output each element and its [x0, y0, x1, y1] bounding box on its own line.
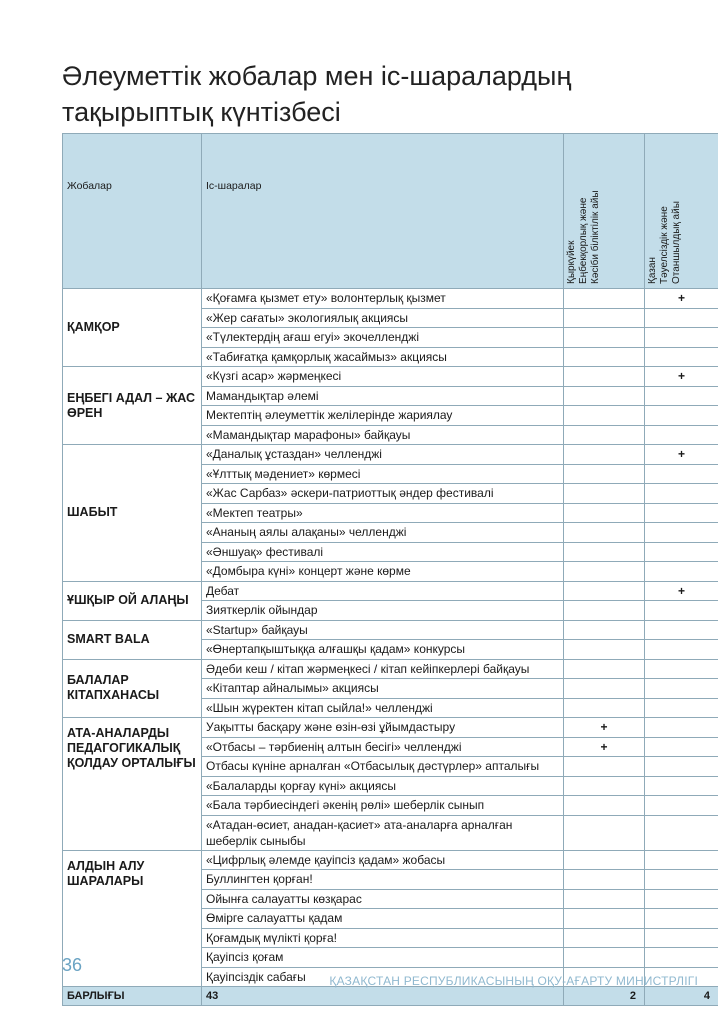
- activity-cell: «Бала тәрбиесіндегі әкенің рөлі» шеберлік сынып: [202, 796, 564, 816]
- september-mark: [564, 503, 645, 523]
- project-name: АТА-АНАЛАРДЫ ПЕДАГОГИКАЛЫҚ ҚОЛДАУ ОРТАЛЫҒЫ: [63, 718, 202, 851]
- activity-cell: Дебат: [202, 581, 564, 601]
- table-row: [63, 367, 718, 387]
- october-mark: [645, 718, 718, 738]
- october-mark: [645, 948, 718, 968]
- activity-cell: Мектептің әлеуметтік желілерінде жариялау: [202, 406, 564, 426]
- activity-cell: «Ананың аялы алақаны» челленджі: [202, 523, 564, 543]
- october-mark: [645, 870, 718, 890]
- september-mark: [564, 581, 645, 601]
- activity-cell: «Қоғамға қызмет ету» волонтерлық қызмет: [202, 289, 564, 309]
- activity-cell: «Өнертапқыштыққа алғашқы қадам» конкурсы: [202, 640, 564, 660]
- activity-cell: «Жер сағаты» экологиялық акциясы: [202, 308, 564, 328]
- header-october-line3: Отаншылдық айы: [671, 201, 682, 284]
- october-mark: [645, 815, 718, 850]
- september-mark: [564, 484, 645, 504]
- table-row: [63, 445, 718, 465]
- totals-row: [63, 987, 718, 1006]
- table-row: [63, 289, 718, 309]
- september-mark: [564, 796, 645, 816]
- activity-cell: «Startup» байқауы: [202, 620, 564, 640]
- activity-cell: «Мектеп театры»: [202, 503, 564, 523]
- october-mark: [645, 796, 718, 816]
- project-name: ҰШҚЫР ОЙ АЛАҢЫ: [63, 581, 202, 620]
- page-title-line1: Әлеуметтік жобалар мен іс-шаралардың: [62, 61, 572, 91]
- project-name: БАЛАЛАР КІТАПХАНАСЫ: [63, 659, 202, 718]
- september-mark: [564, 464, 645, 484]
- october-mark: [645, 542, 718, 562]
- activity-cell: Өмірге салауатты қадам: [202, 909, 564, 929]
- activity-cell: «Мамандықтар марафоны» байқауы: [202, 425, 564, 445]
- september-mark: [564, 776, 645, 796]
- table-row: [63, 581, 718, 601]
- september-mark: [564, 562, 645, 582]
- header-october-line1: Қазан: [647, 257, 658, 284]
- october-mark: [645, 601, 718, 621]
- activity-cell: «Отбасы – тәрбиенің алтын бесігі» челленджі: [202, 737, 564, 757]
- september-mark: [564, 698, 645, 718]
- september-mark: [564, 328, 645, 348]
- activity-cell: «Күзгі асар» жәрмеңкесі: [202, 367, 564, 387]
- project-name: SMART BALA: [63, 620, 202, 659]
- september-mark: [564, 367, 645, 387]
- header-projects: Жобалар: [63, 134, 202, 289]
- activity-cell: «Ұлттық мәдениет» көрмесі: [202, 464, 564, 484]
- september-mark: [564, 308, 645, 328]
- october-mark: [645, 640, 718, 660]
- project-name: ҚАМҚОР: [63, 289, 202, 367]
- october-mark: +: [645, 581, 718, 601]
- october-mark: [645, 308, 718, 328]
- october-mark: [645, 928, 718, 948]
- october-mark: [645, 523, 718, 543]
- september-mark: [564, 601, 645, 621]
- september-mark: [564, 757, 645, 777]
- table-row: [63, 850, 718, 870]
- page-title-line2: тақырыптық күнтізбесі: [62, 97, 341, 127]
- activity-cell: «Әншуақ» фестивалі: [202, 542, 564, 562]
- october-mark: [645, 464, 718, 484]
- september-mark: [564, 870, 645, 890]
- table-body: [63, 289, 718, 987]
- september-mark: [564, 386, 645, 406]
- calendar-table: [62, 133, 718, 1006]
- october-mark: [645, 776, 718, 796]
- header-activities: Іс-шаралар: [202, 134, 564, 289]
- october-mark: +: [645, 289, 718, 309]
- september-mark: [564, 523, 645, 543]
- september-mark: [564, 542, 645, 562]
- activity-cell: Қоғамдық мүлікті қорға!: [202, 928, 564, 948]
- header-september-line2: Еңбекқорлық және: [578, 197, 589, 284]
- september-mark: [564, 889, 645, 909]
- october-mark: [645, 503, 718, 523]
- september-mark: [564, 445, 645, 465]
- activity-cell: «Жас Сарбаз» әскери-патриоттық әндер фестивалі: [202, 484, 564, 504]
- table-row: [63, 620, 718, 640]
- activity-cell: «Табиғатқа қамқорлық жасаймыз» акциясы: [202, 347, 564, 367]
- activity-cell: Уақытты басқару және өзін-өзі ұйымдастыру: [202, 718, 564, 738]
- totals-september: 2: [564, 987, 645, 1006]
- header-september-line1: Қыркүйек: [566, 240, 577, 284]
- september-mark: [564, 620, 645, 640]
- october-mark: +: [645, 367, 718, 387]
- activity-cell: Қауіпсіз қоғам: [202, 948, 564, 968]
- activity-cell: «Цифрлық әлемде қауіпсіз қадам» жобасы: [202, 850, 564, 870]
- activity-cell: Отбасы күніне арналған «Отбасылық дәстүрлер» апталығы: [202, 757, 564, 777]
- october-mark: [645, 406, 718, 426]
- september-mark: [564, 347, 645, 367]
- activity-cell: «Домбыра күні» концерт және көрме: [202, 562, 564, 582]
- activity-cell: «Шын жүректен кітап сыйла!» челленджі: [202, 698, 564, 718]
- header-september-line3: Кәсіби біліктілік айы: [590, 190, 601, 284]
- october-mark: [645, 484, 718, 504]
- september-mark: [564, 640, 645, 660]
- activity-cell: Қауіпсіздік сабағы: [202, 967, 564, 987]
- september-mark: [564, 289, 645, 309]
- activity-cell: «Атадан-өсиет, анадан-қасиет» ата-аналарға арналған шеберлік сыныбы: [202, 815, 564, 850]
- october-mark: [645, 737, 718, 757]
- october-mark: [645, 757, 718, 777]
- september-mark: [564, 948, 645, 968]
- october-mark: [645, 562, 718, 582]
- october-mark: [645, 889, 718, 909]
- table-row: [63, 718, 718, 738]
- footer-ministry: ҚАЗАҚСТАН РЕСПУБЛИКАСЫНЫҢ ОҚУ-АҒАРТУ МИНИСТРЛІГІ: [329, 974, 698, 988]
- october-mark: [645, 328, 718, 348]
- october-mark: [645, 620, 718, 640]
- october-mark: [645, 659, 718, 679]
- totals-activities: 43: [202, 987, 564, 1006]
- october-mark: +: [645, 445, 718, 465]
- activity-cell: «Кітаптар айналымы» акциясы: [202, 679, 564, 699]
- activity-cell: Зияткерлік ойындар: [202, 601, 564, 621]
- activity-cell: Мамандықтар әлемі: [202, 386, 564, 406]
- page-number: 36: [62, 955, 83, 975]
- october-mark: [645, 425, 718, 445]
- october-mark: [645, 909, 718, 929]
- totals-october: 4: [645, 987, 718, 1006]
- header-october-line2: Тәуелсіздік және: [659, 206, 670, 284]
- september-mark: [564, 850, 645, 870]
- october-mark: [645, 679, 718, 699]
- september-mark: [564, 425, 645, 445]
- project-name: ЕҢБЕГІ АДАЛ – ЖАС ӨРЕН: [63, 367, 202, 445]
- activity-cell: «Даналық ұстаздан» челленджі: [202, 445, 564, 465]
- header-october: [645, 134, 718, 289]
- table-row: [63, 659, 718, 679]
- header-september: [564, 134, 645, 289]
- september-mark: [564, 679, 645, 699]
- september-mark: +: [564, 718, 645, 738]
- october-mark: [645, 386, 718, 406]
- project-name: АЛДЫН АЛУ ШАРАЛАРЫ: [63, 850, 202, 987]
- september-mark: [564, 928, 645, 948]
- september-mark: [564, 406, 645, 426]
- october-mark: [645, 698, 718, 718]
- activity-cell: Әдеби кеш / кітап жәрмеңкесі / кітап кейіпкерлері байқауы: [202, 659, 564, 679]
- september-mark: [564, 659, 645, 679]
- project-name: ШАБЫТ: [63, 445, 202, 582]
- totals-label: БАРЛЫҒЫ: [63, 987, 202, 1006]
- october-mark: [645, 850, 718, 870]
- activity-cell: «Түлектердің ағаш егуі» экочелленджі: [202, 328, 564, 348]
- table-header-row: [63, 134, 718, 289]
- activity-cell: «Балаларды қорғау күні» акциясы: [202, 776, 564, 796]
- page-title: [62, 58, 702, 130]
- activity-cell: Буллингтен қорған!: [202, 870, 564, 890]
- activity-cell: Ойынға салауатты көзқарас: [202, 889, 564, 909]
- september-mark: [564, 909, 645, 929]
- september-mark: [564, 815, 645, 850]
- october-mark: [645, 347, 718, 367]
- september-mark: +: [564, 737, 645, 757]
